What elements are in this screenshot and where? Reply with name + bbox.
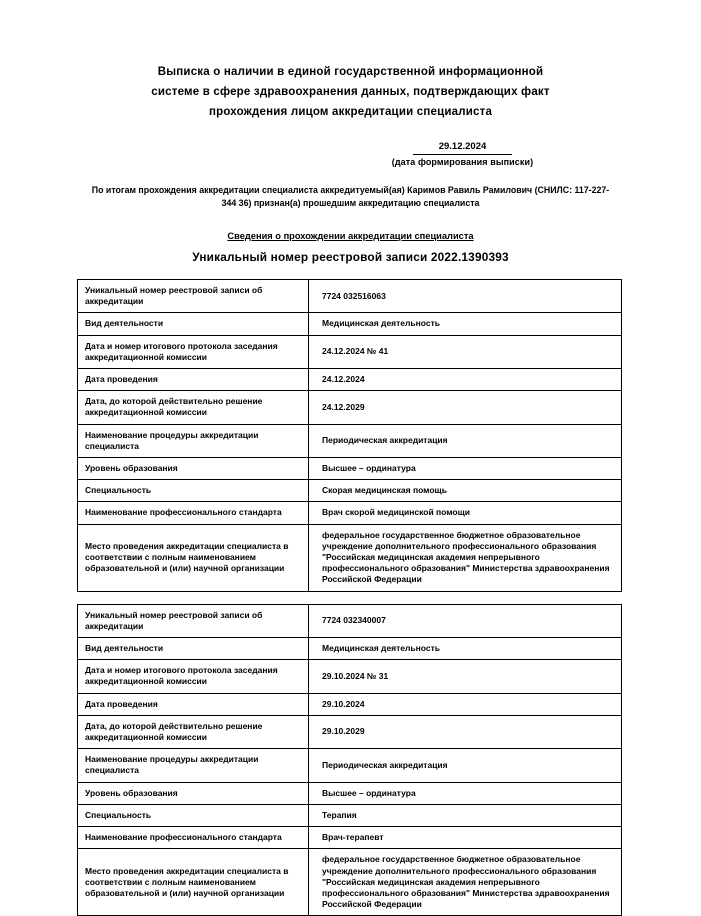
table-row xyxy=(78,524,622,591)
table-row xyxy=(78,804,622,826)
accreditation-table-2 xyxy=(77,604,622,916)
table-row xyxy=(78,313,622,335)
document-title xyxy=(0,62,701,122)
accreditation-table-1 xyxy=(77,279,622,592)
field-label-cell: Уровень образования xyxy=(78,458,309,480)
table-row xyxy=(78,424,622,457)
field-label-cell: Наименование профессионального стандарта xyxy=(78,827,309,849)
extract-date-block xyxy=(375,141,550,167)
field-label-cell: Уникальный номер реестровой записи об аккредитации xyxy=(78,604,309,637)
extract-date: 29.12.2024 xyxy=(413,141,513,155)
field-label-cell: Место проведения аккредитации специалиста в соответствии с полным наименованием образовательной и (или) научной организации xyxy=(78,849,309,916)
table-row xyxy=(78,782,622,804)
field-label-cell: Специальность xyxy=(78,480,309,502)
field-value-cell: 29.10.2029 xyxy=(309,715,622,748)
field-value-cell: 7724 032516063 xyxy=(309,280,622,313)
table-row xyxy=(78,458,622,480)
table-row xyxy=(78,480,622,502)
field-value-cell: федеральное государственное бюджетное образовательное учреждение дополнительного профессионального образования "Российская медицинская академия непрерывного профессионального образования" Министерства здравоохранения Российской Федерации xyxy=(309,524,622,591)
field-value-cell: Терапия xyxy=(309,804,622,826)
field-label-cell: Дата, до которой действительно решение аккредитационной комиссии xyxy=(78,715,309,748)
table-row xyxy=(78,749,622,782)
table-row xyxy=(78,369,622,391)
table-row xyxy=(78,715,622,748)
field-value-cell: Высшее – ординатура xyxy=(309,458,622,480)
field-label-cell: Дата и номер итогового протокола заседания аккредитационной комиссии xyxy=(78,335,309,368)
field-value-cell: Периодическая аккредитация xyxy=(309,424,622,457)
field-value-cell: 24.12.2024 xyxy=(309,369,622,391)
registry-number-heading: Уникальный номер реестровой записи 2022.1390393 xyxy=(192,250,509,264)
field-value-cell: Врач-терапевт xyxy=(309,827,622,849)
field-label-cell: Наименование процедуры аккредитации специалиста xyxy=(78,749,309,782)
document-title-line: системе в сфере здравоохранения данных, подтверждающих факт xyxy=(151,86,550,98)
field-label-cell: Дата и номер итогового протокола заседания аккредитационной комиссии xyxy=(78,660,309,693)
field-value-cell: Скорая медицинская помощь xyxy=(309,480,622,502)
table-row xyxy=(78,638,622,660)
field-label-cell: Вид деятельности xyxy=(78,313,309,335)
field-value-cell: Медицинская деятельность xyxy=(309,638,622,660)
field-value-cell: 24.12.2024 № 41 xyxy=(309,335,622,368)
field-label-cell: Вид деятельности xyxy=(78,638,309,660)
table-row xyxy=(78,391,622,424)
field-value-cell: 24.12.2029 xyxy=(309,391,622,424)
field-value-cell: 29.10.2024 xyxy=(309,693,622,715)
field-label-cell: Наименование процедуры аккредитации специалиста xyxy=(78,424,309,457)
intro-paragraph xyxy=(0,184,701,210)
table-row xyxy=(78,502,622,524)
table-row xyxy=(78,604,622,637)
field-label-cell: Дата, до которой действительно решение аккредитационной комиссии xyxy=(78,391,309,424)
field-label-cell: Специальность xyxy=(78,804,309,826)
table-row xyxy=(78,280,622,313)
table-row xyxy=(78,335,622,368)
field-label-cell: Уникальный номер реестровой записи об аккредитации xyxy=(78,280,309,313)
document-title-line: прохождения лицом аккредитации специалиста xyxy=(208,106,493,118)
field-value-cell: федеральное государственное бюджетное образовательное учреждение дополнительного профессионального образования "Российская медицинская академия непрерывного профессионального образования" Министерства здравоохранения Российской Федерации xyxy=(309,849,622,916)
extract-date-caption: (дата формирования выписки) xyxy=(391,157,534,167)
field-value-cell: Врач скорой медицинской помощи xyxy=(309,502,622,524)
intro-line: 344 36) признан(а) прошедшим аккредитацию специалиста xyxy=(221,198,480,208)
field-value-cell: Периодическая аккредитация xyxy=(309,749,622,782)
intro-line: По итогам прохождения аккредитации специалиста аккредитуемый(ая) Каримов Равиль Рамилович (СНИЛС: 117-227- xyxy=(91,185,610,195)
field-label-cell: Наименование профессионального стандарта xyxy=(78,502,309,524)
field-value-cell: Медицинская деятельность xyxy=(309,313,622,335)
field-label-cell: Место проведения аккредитации специалиста в соответствии с полным наименованием образовательной и (или) научной организации xyxy=(78,524,309,591)
field-label-cell: Дата проведения xyxy=(78,369,309,391)
table-row xyxy=(78,660,622,693)
table-row xyxy=(78,693,622,715)
field-value-cell: 29.10.2024 № 31 xyxy=(309,660,622,693)
field-value-cell: Высшее – ординатура xyxy=(309,782,622,804)
table-row xyxy=(78,827,622,849)
field-value-cell: 7724 032340007 xyxy=(309,604,622,637)
field-label-cell: Дата проведения xyxy=(78,693,309,715)
table-row xyxy=(78,849,622,916)
document-title-line: Выписка о наличии в единой государственной информационной xyxy=(157,66,544,78)
section-heading: Сведения о прохождении аккредитации специалиста xyxy=(227,231,474,241)
field-label-cell: Уровень образования xyxy=(78,782,309,804)
